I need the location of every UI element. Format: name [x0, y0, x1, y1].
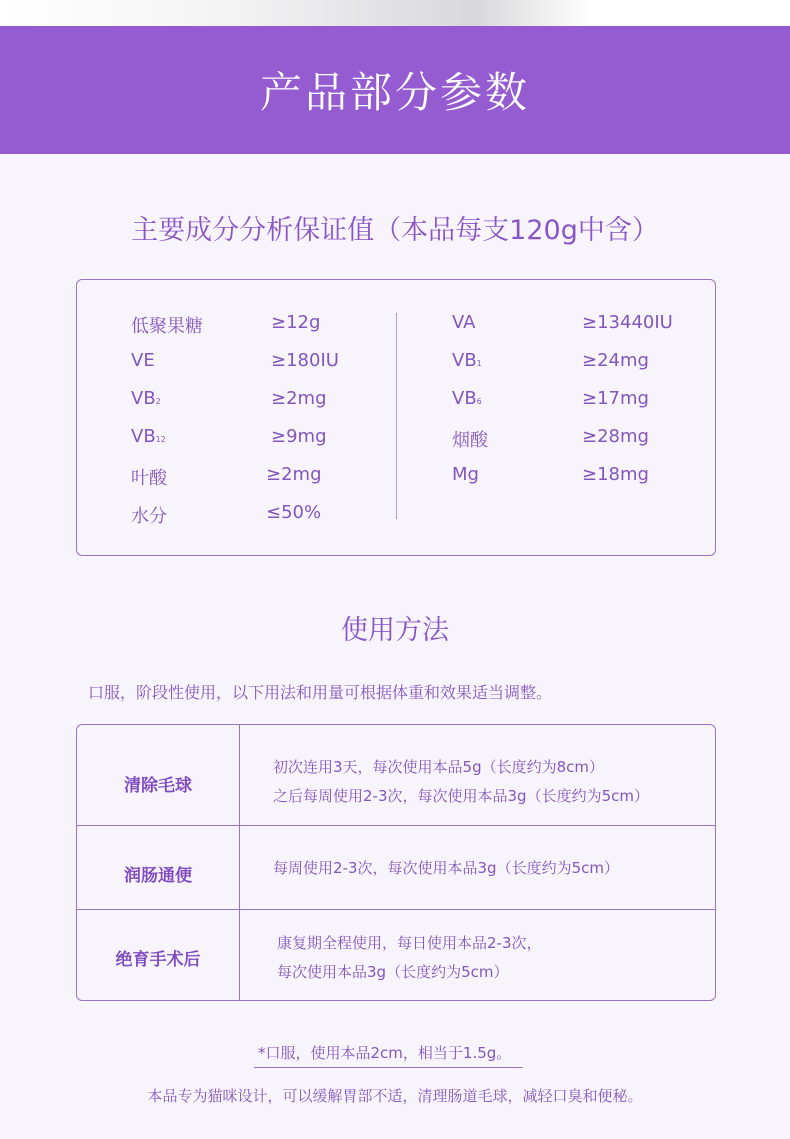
top-photo-strip: [0, 0, 790, 26]
nutrient-value: ≥24mg: [582, 350, 649, 371]
nutrient-value: ≥2mg: [266, 464, 322, 485]
nutrient-name: VB6: [452, 388, 482, 409]
nutrient-divider: [396, 313, 397, 519]
usage-row-divider: [77, 909, 716, 910]
usage-line: 每周使用2-3次，每次使用本品3g（长度约为5cm）: [273, 859, 619, 877]
usage-title: 使用方法: [341, 615, 449, 646]
usage-row-text: [277, 929, 542, 987]
nutrient-value: ≥17mg: [582, 388, 649, 409]
nutrient-subscript: 6: [476, 397, 482, 406]
header-banner: [0, 26, 790, 154]
usage-row-label: 绝育手术后: [115, 950, 201, 970]
usage-line: 初次连用3天，每次使用本品5g（长度约为8cm）: [273, 758, 605, 776]
nutrient-value: ≥12g: [271, 312, 321, 333]
usage-row-divider: [77, 825, 716, 826]
nutrient-subscript: 12: [155, 435, 166, 444]
note-underline: [254, 1067, 523, 1068]
nutrient-name: 低聚果糖: [131, 316, 203, 337]
nutrient-name: 叶酸: [131, 468, 167, 489]
nutrient-value: ≥2mg: [271, 388, 327, 409]
usage-column-divider: [239, 725, 240, 1001]
nutrient-name: VA: [452, 312, 476, 333]
usage-row-text: [273, 854, 619, 883]
nutrient-value: ≥13440IU: [582, 312, 673, 333]
nutrient-value: ≥28mg: [582, 426, 649, 447]
footer-text: 本品专为猫咪设计，可以缓解胃部不适，清理肠道毛球，减轻口臭和便秘。: [147, 1087, 643, 1105]
nutrient-name: VB2: [131, 388, 161, 409]
nutrient-name: VB12: [131, 426, 166, 447]
nutrient-value: ≥18mg: [582, 464, 649, 485]
usage-line: 每次使用本品3g（长度约为5cm）: [277, 963, 509, 981]
nutrient-name: VE: [131, 350, 155, 371]
page-title: 产品部分参数: [259, 68, 530, 117]
nutrient-value: ≥9mg: [271, 426, 327, 447]
nutrient-subscript: 2: [155, 397, 161, 406]
analysis-title: 主要成分分析保证值（本品每支120g中含）: [131, 215, 659, 246]
usage-table: [76, 724, 716, 1001]
usage-intro: 口服，阶段性使用，以下用法和用量可根据体重和效果适当调整。: [88, 683, 553, 702]
nutrient-name: Mg: [452, 464, 479, 485]
usage-row-label: 润肠通便: [124, 866, 192, 886]
usage-row-label: 清除毛球: [124, 776, 192, 796]
nutrient-subscript: 1: [476, 359, 482, 368]
nutrient-value: ≥180IU: [271, 350, 339, 371]
usage-line: 康复期全程使用，每日使用本品2-3次，: [277, 934, 542, 952]
dosage-note: *口服，使用本品2cm，相当于1.5g。: [258, 1044, 512, 1062]
usage-line: 之后每周使用2-3次，每次使用本品3g（长度约为5cm）: [273, 787, 649, 805]
nutrient-name: 烟酸: [452, 430, 488, 451]
nutrient-name: VB1: [452, 350, 482, 371]
nutrient-value: ≤50%: [266, 502, 322, 523]
usage-row-text: [273, 753, 649, 811]
nutrient-name: 水分: [131, 506, 167, 527]
